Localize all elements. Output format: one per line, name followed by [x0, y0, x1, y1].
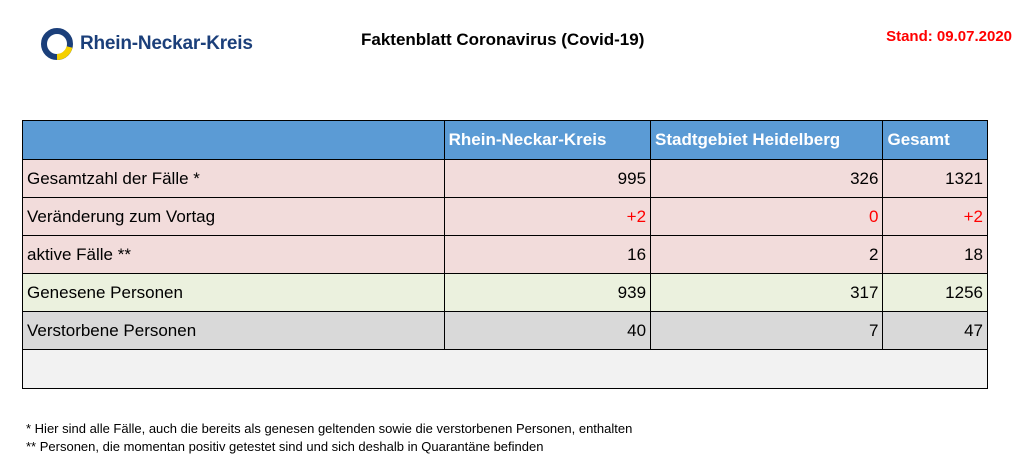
cell-value: 40: [444, 312, 650, 350]
table-row: [23, 312, 988, 350]
row-label: Verstorbene Personen: [23, 312, 445, 350]
cell-value: 18: [883, 236, 988, 274]
facts-table: [22, 120, 988, 389]
logo-text: Rhein-Neckar-Kreis: [80, 33, 253, 54]
cell-value: +2: [883, 198, 988, 236]
table-row: [23, 274, 988, 312]
logo-ring-icon: [40, 27, 74, 61]
page-title: Faktenblatt Coronavirus (Covid-19): [361, 30, 645, 49]
footnote-single-asterisk: * Hier sind alle Fälle, auch die bereits als genesen geltenden sowie die verstorbenen Personen, enthalten: [26, 421, 633, 436]
cell-value: 995: [444, 160, 650, 198]
cell-value: 0: [651, 198, 883, 236]
cell-value: 7: [651, 312, 883, 350]
column-header-gesamt: Gesamt: [883, 121, 988, 160]
row-label: Veränderung zum Vortag: [23, 198, 445, 236]
cell-value: 2: [651, 236, 883, 274]
cell-value: 47: [883, 312, 988, 350]
cell-value: +2: [444, 198, 650, 236]
cell-value: 317: [651, 274, 883, 312]
rhein-neckar-kreis-logo: [40, 26, 253, 62]
stand-date: Stand: 09.07.2020: [886, 28, 1012, 45]
cell-value: 1256: [883, 274, 988, 312]
table-row: [23, 236, 988, 274]
empty-cell: [23, 350, 988, 389]
row-label: Genesene Personen: [23, 274, 445, 312]
column-header-rhein-neckar-kreis: Rhein-Neckar-Kreis: [444, 121, 650, 160]
footnotes: [26, 420, 632, 456]
cell-value: 326: [651, 160, 883, 198]
row-label: Gesamtzahl der Fälle *: [23, 160, 445, 198]
footnote-double-asterisk: ** Personen, die momentan positiv getestet sind und sich deshalb in Quarantäne befinden: [26, 439, 544, 454]
column-header-label: [23, 121, 445, 160]
cell-value: 939: [444, 274, 650, 312]
cell-value: 1321: [883, 160, 988, 198]
table-row: [23, 198, 988, 236]
cell-value: 16: [444, 236, 650, 274]
table-empty-row: [23, 350, 988, 389]
row-label: aktive Fälle **: [23, 236, 445, 274]
column-header-heidelberg: Stadtgebiet Heidelberg: [651, 121, 883, 160]
table-row: [23, 160, 988, 198]
table-header-row: [23, 121, 988, 160]
